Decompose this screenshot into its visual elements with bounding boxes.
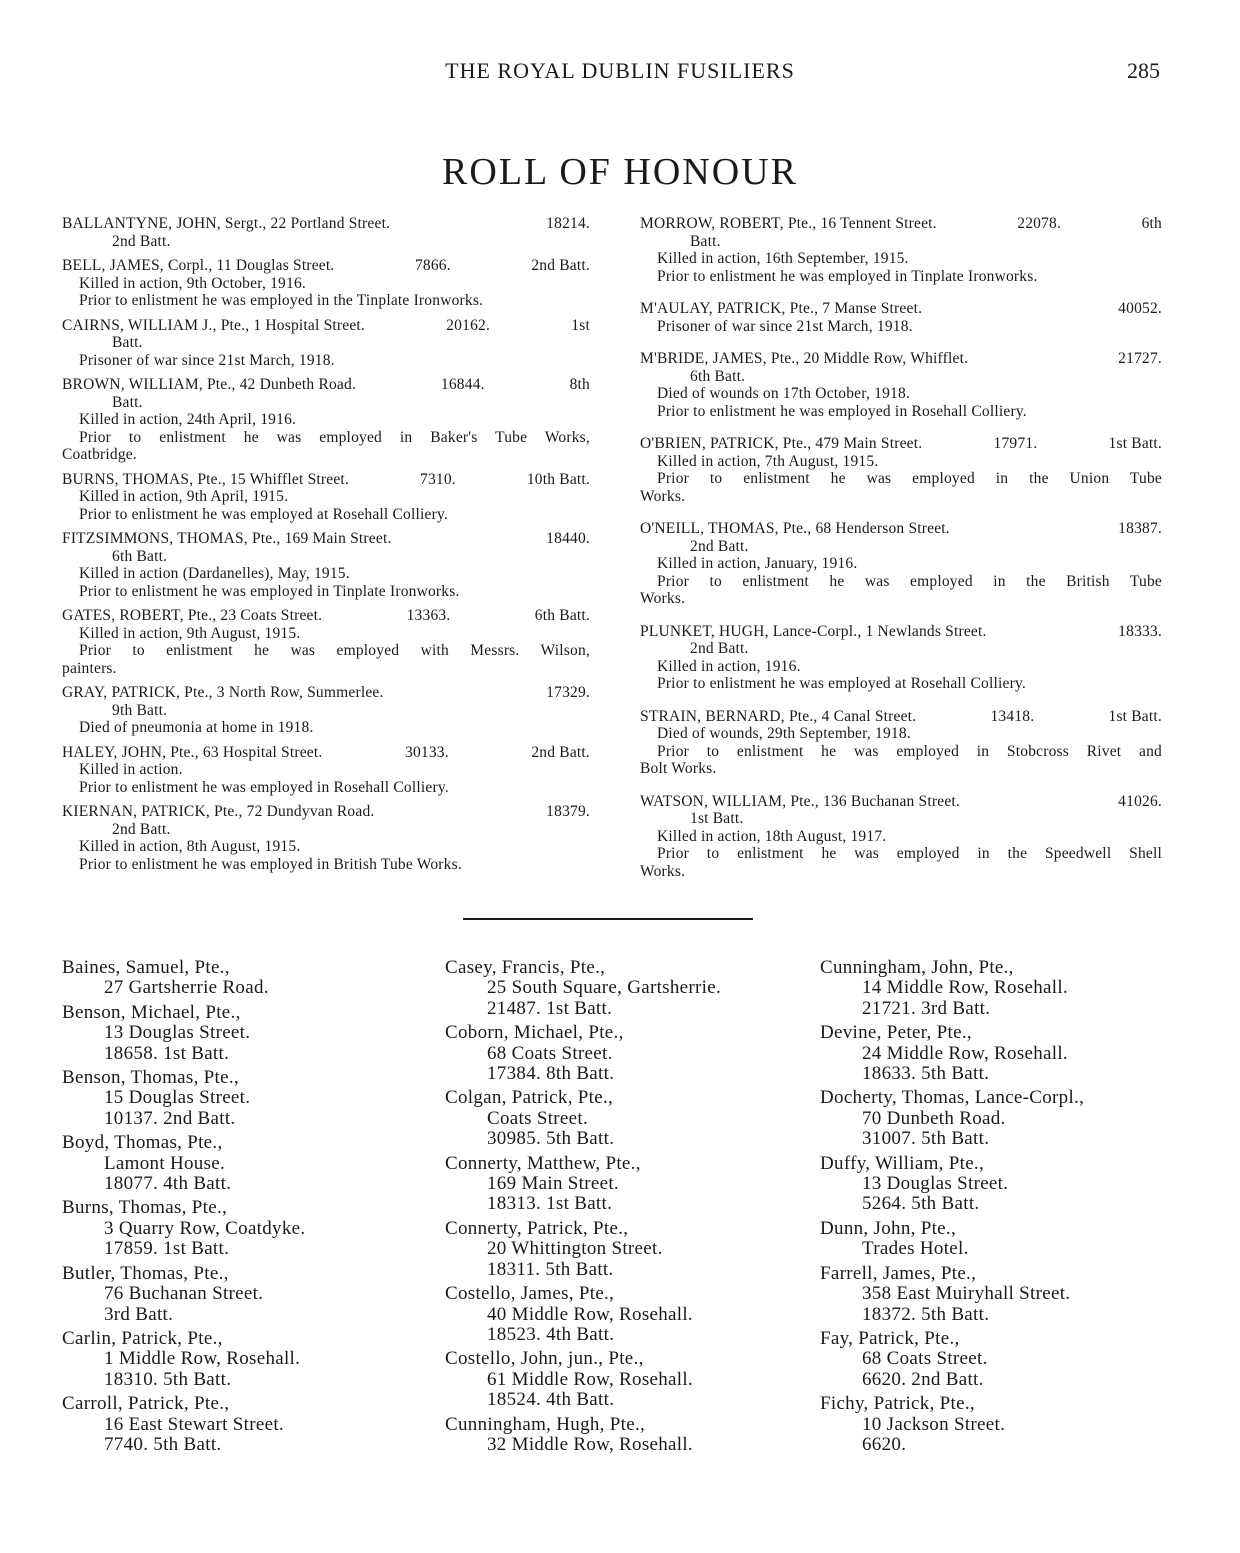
list-column-1 bbox=[62, 958, 422, 1459]
entry-note: Killed in action, 9th August, 1915. bbox=[79, 624, 301, 642]
list-column-3 bbox=[820, 958, 1180, 1459]
soldier-detail: 18633. 5th Batt. bbox=[862, 1063, 990, 1085]
entry-note-continued: Works. bbox=[640, 862, 686, 880]
soldier-detail: Lamont House. bbox=[104, 1152, 226, 1174]
soldier-name: Burns, Thomas, Pte., bbox=[62, 1197, 228, 1219]
soldier-detail: 17384. 8th Batt. bbox=[487, 1063, 615, 1085]
entry-heading-part: MORROW, ROBERT, Pte., 16 Tennent Street. bbox=[640, 215, 937, 232]
list-entry bbox=[445, 1219, 805, 1280]
entry-battalion: Batt. bbox=[690, 232, 721, 250]
soldier-detail: 30985. 5th Batt. bbox=[487, 1128, 615, 1150]
entry-heading bbox=[62, 803, 590, 821]
entry-heading-part: M'AULAY, PATRICK, Pte., 7 Manse Street. bbox=[640, 300, 923, 317]
soldier-detail: 25 South Square, Gartsherrie. bbox=[487, 977, 722, 999]
soldier-name: Cunningham, John, Pte., bbox=[820, 957, 1014, 978]
roll-entry bbox=[62, 257, 590, 310]
list-entry bbox=[445, 958, 805, 1019]
soldier-detail: 31007. 5th Batt. bbox=[862, 1128, 990, 1150]
list-entry bbox=[820, 1394, 1180, 1455]
list-entry bbox=[820, 1264, 1180, 1325]
roll-entry bbox=[640, 623, 1162, 693]
soldier-name: Carlin, Patrick, Pte., bbox=[62, 1327, 223, 1349]
soldier-detail: 70 Dunbeth Road. bbox=[862, 1107, 1006, 1129]
soldier-detail: 24 Middle Row, Rosehall. bbox=[862, 1042, 1068, 1064]
entry-note: Prior to enlistment he was employed at Rosehall Colliery. bbox=[657, 675, 1026, 692]
entry-note: Prior to enlistment he was employed in Rosehall Colliery. bbox=[79, 778, 449, 796]
roll-entry bbox=[640, 793, 1162, 881]
entry-note-continued: Coatbridge. bbox=[62, 446, 137, 463]
entry-heading-part: 8th bbox=[569, 376, 590, 393]
soldier-detail: 358 East Muiryhall Street. bbox=[862, 1283, 1071, 1305]
entry-heading bbox=[62, 744, 590, 762]
roll-entry bbox=[640, 350, 1162, 420]
list-entry bbox=[820, 1154, 1180, 1215]
soldier-name: Carroll, Patrick, Pte., bbox=[62, 1393, 230, 1415]
soldier-name: Colgan, Patrick, Pte., bbox=[445, 1087, 614, 1109]
list-entry bbox=[445, 1284, 805, 1345]
list-entry bbox=[445, 1023, 805, 1084]
soldier-detail: 40 Middle Row, Rosehall. bbox=[487, 1303, 693, 1325]
soldier-detail: 18658. 1st Batt. bbox=[104, 1042, 230, 1064]
soldier-detail: Coats Street. bbox=[487, 1107, 588, 1129]
entry-note: Killed in action, 7th August, 1915. bbox=[657, 452, 879, 470]
list-entry bbox=[820, 1023, 1180, 1084]
entry-note: Killed in action (Dardanelles), May, 1915. bbox=[79, 565, 350, 582]
entry-note: Died of pneumonia at home in 1918. bbox=[79, 719, 314, 736]
soldier-detail: 18310. 5th Batt. bbox=[104, 1368, 232, 1390]
entry-heading-part: 18379. bbox=[546, 803, 590, 820]
roll-entry bbox=[62, 215, 590, 250]
entry-heading bbox=[62, 257, 590, 275]
list-entry bbox=[820, 1329, 1180, 1390]
entry-note-continued: Bolt Works. bbox=[640, 760, 717, 777]
entry-heading bbox=[62, 376, 590, 394]
soldier-detail: 18077. 4th Batt. bbox=[104, 1173, 232, 1195]
roll-entry bbox=[640, 215, 1162, 285]
soldier-name: Farrell, James, Pte., bbox=[820, 1262, 977, 1284]
entry-heading bbox=[640, 350, 1162, 368]
roll-entry bbox=[640, 435, 1162, 505]
entry-heading-part: BALLANTYNE, JOHN, Sergt., 22 Portland Street. bbox=[62, 215, 391, 232]
soldier-name: Connerty, Patrick, Pte., bbox=[445, 1217, 629, 1239]
entry-heading-part: 2nd Batt. bbox=[531, 743, 590, 761]
entry-note: Prior to enlistment he was employed in the Tinplate Ironworks. bbox=[79, 292, 484, 309]
list-entry bbox=[62, 1329, 422, 1390]
roll-column-left bbox=[62, 215, 590, 880]
entry-heading bbox=[640, 708, 1162, 726]
entry-heading-part: 20162. bbox=[446, 316, 491, 334]
entry-note: Prior to enlistment he was employed with Messrs. Wilson, bbox=[79, 642, 590, 659]
entry-battalion: 2nd Batt. bbox=[112, 820, 171, 838]
list-entry bbox=[62, 1264, 422, 1325]
soldier-detail: 10 Jackson Street. bbox=[862, 1413, 1006, 1435]
entry-heading-part: 17329. bbox=[546, 684, 590, 701]
entry-note: Killed in action, 9th April, 1915. bbox=[79, 488, 289, 505]
entry-heading-part: O'BRIEN, PATRICK, Pte., 479 Main Street. bbox=[640, 435, 923, 452]
soldier-detail: Trades Hotel. bbox=[862, 1238, 969, 1260]
entry-heading-part: 6th bbox=[1141, 215, 1162, 232]
entry-heading-part: 21727. bbox=[1118, 350, 1162, 367]
entry-heading-part: 18214. bbox=[546, 215, 590, 232]
roll-entry bbox=[62, 803, 590, 873]
entry-heading-part: GRAY, PATRICK, Pte., 3 North Row, Summerlee. bbox=[62, 684, 384, 701]
entry-battalion: Batt. bbox=[112, 334, 143, 351]
entry-heading-part: STRAIN, BERNARD, Pte., 4 Canal Street. bbox=[640, 707, 917, 725]
soldier-name: Connerty, Matthew, Pte., bbox=[445, 1152, 641, 1174]
entry-heading-part: 18387. bbox=[1118, 520, 1162, 537]
entry-note: Killed in action, 24th April, 1916. bbox=[79, 411, 297, 428]
list-entry bbox=[820, 1219, 1180, 1260]
soldier-detail: 7740. 5th Batt. bbox=[104, 1433, 222, 1455]
soldier-detail: 32 Middle Row, Rosehall. bbox=[487, 1433, 693, 1455]
entry-heading-part: HALEY, JOHN, Pte., 63 Hospital Street. bbox=[62, 743, 323, 761]
entry-note: Prior to enlistment he was employed in Rosehall Colliery. bbox=[657, 402, 1027, 420]
entry-heading bbox=[62, 317, 590, 335]
roll-entry bbox=[62, 684, 590, 737]
list-entry bbox=[445, 1349, 805, 1410]
soldier-detail: 20 Whittington Street. bbox=[487, 1238, 663, 1260]
soldier-detail: 169 Main Street. bbox=[487, 1173, 619, 1195]
entry-note: Killed in action, 18th August, 1917. bbox=[657, 827, 887, 845]
entry-note: Killed in action, January, 1916. bbox=[657, 555, 858, 572]
soldier-detail: 18523. 4th Batt. bbox=[487, 1323, 615, 1345]
entry-battalion: 1st Batt. bbox=[690, 810, 744, 827]
list-entry bbox=[62, 1133, 422, 1194]
soldier-detail: 15 Douglas Street. bbox=[104, 1087, 251, 1109]
entry-note: Prior to enlistment he was employed in Tinplate Ironworks. bbox=[657, 267, 1038, 285]
entry-heading-part: 6th Batt. bbox=[534, 607, 590, 624]
entry-note: Killed in action, 1916. bbox=[657, 657, 801, 675]
roll-entry bbox=[62, 744, 590, 797]
entry-note: Killed in action, 8th August, 1915. bbox=[79, 838, 301, 855]
soldier-detail: 68 Coats Street. bbox=[862, 1348, 988, 1370]
soldier-detail: 6620. bbox=[862, 1433, 907, 1455]
entry-heading-part: O'NEILL, THOMAS, Pte., 68 Henderson Street. bbox=[640, 520, 950, 537]
entry-heading-part: 2nd Batt. bbox=[531, 257, 590, 274]
entry-note: Prior to enlistment he was employed at Rosehall Colliery. bbox=[79, 505, 448, 523]
roll-entry bbox=[640, 300, 1162, 335]
list-entry bbox=[445, 1088, 805, 1149]
soldier-detail: 76 Buchanan Street. bbox=[104, 1283, 264, 1305]
list-entry bbox=[62, 1394, 422, 1455]
entry-note: Prior to enlistment he was employed in Baker's Tube Works, bbox=[79, 428, 590, 446]
soldier-detail: 16 East Stewart Street. bbox=[104, 1413, 284, 1435]
entry-heading-part: 1st bbox=[571, 316, 590, 334]
entry-heading-part: BROWN, WILLIAM, Pte., 42 Dunbeth Road. bbox=[62, 376, 357, 393]
entry-note: Died of wounds, 29th September, 1918. bbox=[657, 725, 911, 742]
entry-battalion: 2nd Batt. bbox=[690, 537, 749, 555]
entry-heading bbox=[640, 215, 1162, 233]
entry-heading-part: 13363. bbox=[406, 607, 451, 624]
entry-heading bbox=[62, 530, 590, 548]
list-entry bbox=[62, 1003, 422, 1064]
list-entry bbox=[445, 1415, 805, 1456]
entry-heading-part: CAIRNS, WILLIAM J., Pte., 1 Hospital Street. bbox=[62, 316, 365, 334]
entry-battalion: 9th Batt. bbox=[112, 701, 168, 719]
soldier-detail: 18311. 5th Batt. bbox=[487, 1258, 614, 1280]
roll-entry bbox=[62, 317, 590, 370]
entry-heading-part: 16844. bbox=[440, 376, 485, 393]
entry-heading-part: WATSON, WILLIAM, Pte., 136 Buchanan Street. bbox=[640, 792, 960, 810]
soldier-name: Duffy, William, Pte., bbox=[820, 1152, 985, 1174]
soldier-name: Coborn, Michael, Pte., bbox=[445, 1022, 624, 1044]
list-column-2 bbox=[445, 958, 805, 1459]
entry-note: Killed in action, 16th September, 1915. bbox=[657, 250, 909, 267]
roll-entry bbox=[62, 471, 590, 524]
entry-note: Prior to enlistment he was employed in Tinplate Ironworks. bbox=[79, 582, 460, 600]
entry-note: Prior to enlistment he was employed in the Speedwell Shell bbox=[657, 845, 1162, 862]
soldier-detail: 3 Quarry Row, Coatdyke. bbox=[104, 1217, 306, 1239]
soldier-detail: 18372. 5th Batt. bbox=[862, 1303, 990, 1325]
roll-entry bbox=[62, 376, 590, 464]
entry-heading bbox=[640, 623, 1162, 641]
running-title: THE ROYAL DUBLIN FUSILIERS bbox=[445, 58, 795, 83]
soldier-detail: 5264. 5th Batt. bbox=[862, 1193, 980, 1215]
entry-heading-part: FITZSIMMONS, THOMAS, Pte., 169 Main Street. bbox=[62, 530, 392, 547]
entry-heading-part: PLUNKET, HUGH, Lance-Corpl., 1 Newlands Street. bbox=[640, 622, 987, 640]
entry-note: Died of wounds on 17th October, 1918. bbox=[657, 385, 911, 402]
soldier-name: Devine, Peter, Pte., bbox=[820, 1022, 972, 1044]
soldier-detail: 14 Middle Row, Rosehall. bbox=[862, 977, 1068, 999]
entry-battalion: 6th Batt. bbox=[690, 367, 746, 385]
entry-note-continued: painters. bbox=[62, 659, 117, 677]
entry-battalion: 2nd Batt. bbox=[112, 232, 171, 250]
entry-heading-part: 1st Batt. bbox=[1108, 707, 1162, 725]
soldier-detail: 3rd Batt. bbox=[104, 1303, 174, 1325]
soldier-detail: 1 Middle Row, Rosehall. bbox=[104, 1348, 301, 1370]
list-entry bbox=[62, 958, 422, 999]
entry-heading-part: 1st Batt. bbox=[1108, 435, 1162, 452]
entry-heading bbox=[62, 607, 590, 625]
entry-note: Killed in action. bbox=[79, 761, 183, 778]
soldier-name: Fay, Patrick, Pte., bbox=[820, 1327, 960, 1349]
soldier-name: Costello, James, Pte., bbox=[445, 1283, 615, 1305]
entry-heading-part: 17971. bbox=[993, 435, 1038, 452]
entry-heading-part: 7866. bbox=[414, 257, 451, 274]
soldier-detail: 17859. 1st Batt. bbox=[104, 1238, 230, 1260]
entry-battalion: Batt. bbox=[112, 393, 143, 411]
page-number: 285 bbox=[1127, 58, 1160, 83]
soldier-name: Butler, Thomas, Pte., bbox=[62, 1262, 229, 1284]
entry-heading-part: 41026. bbox=[1118, 792, 1162, 810]
entry-note: Prior to enlistment he was employed in the Union Tube bbox=[657, 470, 1162, 487]
entry-heading-part: 7310. bbox=[420, 470, 456, 488]
soldier-detail: 27 Gartsherrie Road. bbox=[104, 977, 269, 999]
list-entry bbox=[820, 1088, 1180, 1149]
entry-heading bbox=[62, 684, 590, 702]
list-entry bbox=[62, 1198, 422, 1259]
list-entry bbox=[820, 958, 1180, 1019]
entry-heading bbox=[62, 215, 590, 233]
soldier-name: Benson, Thomas, Pte., bbox=[62, 1067, 239, 1089]
soldier-name: Dunn, John, Pte., bbox=[820, 1217, 956, 1239]
entry-heading-part: 22078. bbox=[1017, 215, 1062, 232]
soldier-name: Fichy, Patrick, Pte., bbox=[820, 1393, 975, 1415]
soldier-detail: 18524. 4th Batt. bbox=[487, 1389, 615, 1411]
soldier-name: Cunningham, Hugh, Pte., bbox=[445, 1413, 646, 1435]
soldier-detail: 21721. 3rd Batt. bbox=[862, 997, 991, 1019]
page-title: ROLL OF HONOUR bbox=[442, 151, 798, 193]
entry-heading bbox=[640, 793, 1162, 811]
entry-note-continued: Works. bbox=[640, 487, 686, 505]
entry-heading-part: GATES, ROBERT, Pte., 23 Coats Street. bbox=[62, 607, 323, 624]
entry-note: Prior to enlistment he was employed in Stobcross Rivet and bbox=[657, 742, 1162, 760]
soldier-detail: 13 Douglas Street. bbox=[104, 1022, 251, 1044]
soldier-detail: 10137. 2nd Batt. bbox=[104, 1107, 236, 1129]
roll-entry bbox=[62, 607, 590, 677]
entry-heading bbox=[62, 471, 590, 489]
entry-heading-part: BELL, JAMES, Corpl., 11 Douglas Street. bbox=[62, 257, 335, 274]
soldier-detail: 13 Douglas Street. bbox=[862, 1173, 1009, 1195]
entry-note: Prior to enlistment he was employed in British Tube Works. bbox=[79, 855, 462, 873]
entry-heading bbox=[640, 520, 1162, 538]
entry-heading-part: 18440. bbox=[546, 530, 590, 547]
entry-battalion: 2nd Batt. bbox=[690, 640, 749, 657]
entry-heading-part: 13418. bbox=[990, 707, 1035, 725]
entry-note: Prior to enlistment he was employed in the British Tube bbox=[657, 572, 1162, 590]
entry-heading-part: M'BRIDE, JAMES, Pte., 20 Middle Row, Whifflet. bbox=[640, 350, 969, 367]
entry-heading-part: KIERNAN, PATRICK, Pte., 72 Dundyvan Road. bbox=[62, 803, 375, 820]
soldier-name: Baines, Samuel, Pte., bbox=[62, 957, 230, 978]
soldier-name: Boyd, Thomas, Pte., bbox=[62, 1132, 223, 1154]
roll-entry bbox=[640, 708, 1162, 778]
soldier-detail: 18313. 1st Batt. bbox=[487, 1193, 613, 1215]
entry-heading bbox=[640, 435, 1162, 453]
entry-note: Prisoner of war since 21st March, 1918. bbox=[657, 317, 913, 335]
entry-note: Prisoner of war since 21st March, 1918. bbox=[79, 351, 335, 369]
entry-heading-part: 40052. bbox=[1118, 300, 1162, 317]
roll-entry bbox=[640, 520, 1162, 608]
soldier-name: Benson, Michael, Pte., bbox=[62, 1001, 241, 1023]
list-entry bbox=[445, 1154, 805, 1215]
soldier-detail: 68 Coats Street. bbox=[487, 1042, 613, 1064]
soldier-detail: 61 Middle Row, Rosehall. bbox=[487, 1368, 693, 1390]
soldier-name: Costello, John, jun., Pte., bbox=[445, 1348, 644, 1370]
entry-note-continued: Works. bbox=[640, 590, 686, 607]
soldier-name: Casey, Francis, Pte., bbox=[445, 957, 606, 978]
entry-heading-part: 18333. bbox=[1118, 622, 1162, 640]
entry-heading-part: 30133. bbox=[405, 743, 449, 761]
entry-heading bbox=[640, 300, 1162, 318]
entry-heading-part: 10th Batt. bbox=[526, 470, 590, 488]
roll-entry bbox=[62, 530, 590, 600]
roll-column-right bbox=[640, 215, 1162, 895]
entry-heading-part: BURNS, THOMAS, Pte., 15 Whifflet Street. bbox=[62, 470, 350, 488]
soldier-name: Docherty, Thomas, Lance-Corpl., bbox=[820, 1087, 1085, 1109]
soldier-detail: 6620. 2nd Batt. bbox=[862, 1368, 984, 1390]
soldier-detail: 21487. 1st Batt. bbox=[487, 997, 613, 1019]
entry-note: Killed in action, 9th October, 1916. bbox=[79, 274, 306, 292]
section-divider bbox=[463, 918, 753, 920]
list-entry bbox=[62, 1068, 422, 1129]
entry-battalion: 6th Batt. bbox=[112, 547, 168, 565]
